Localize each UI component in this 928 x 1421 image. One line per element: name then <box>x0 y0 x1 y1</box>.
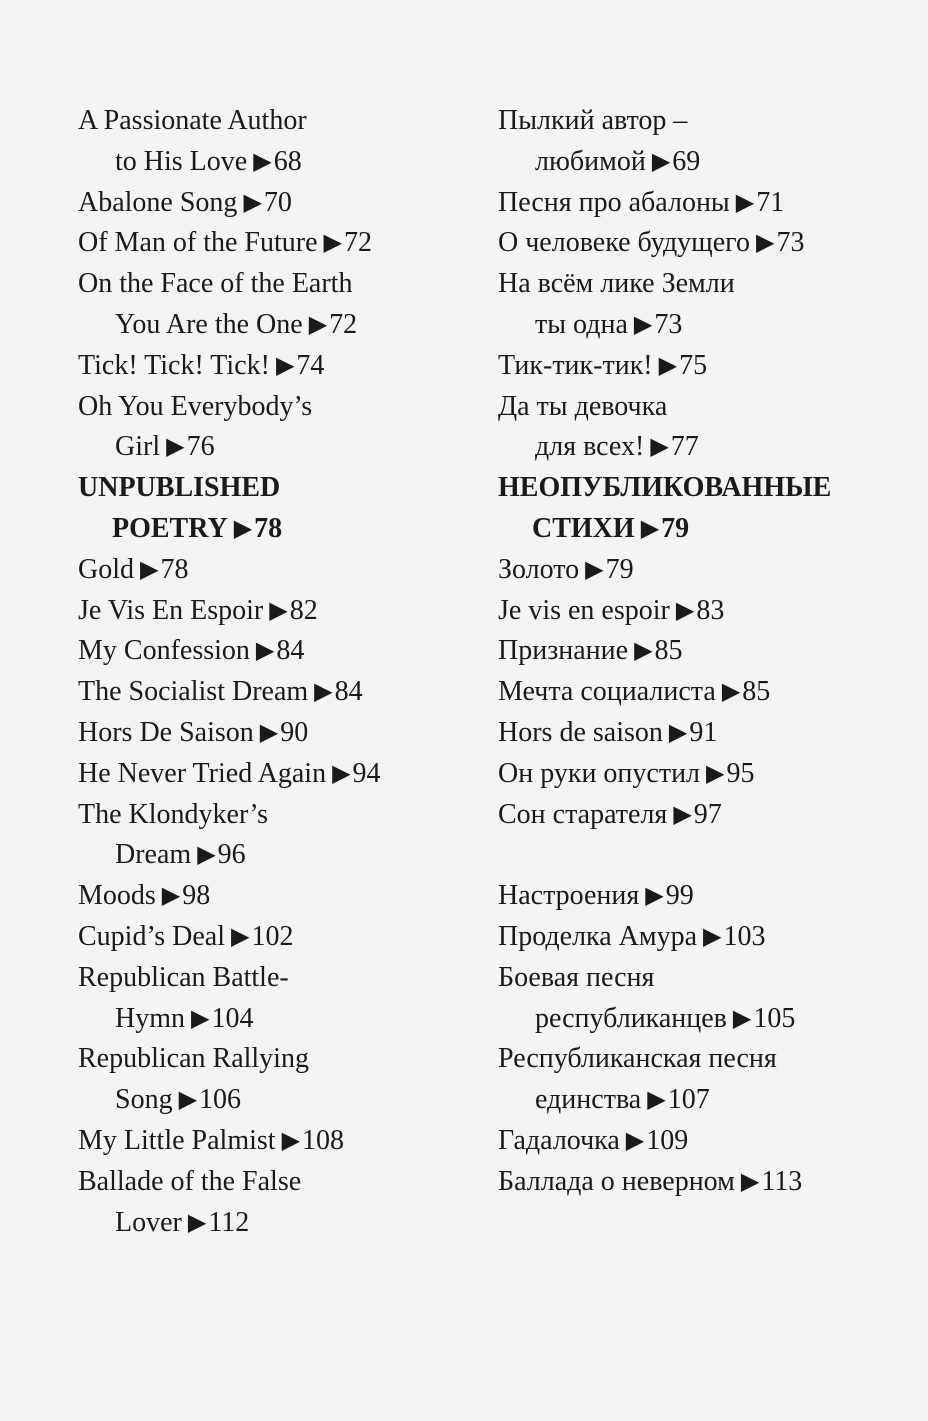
toc-column-russian <box>498 96 908 1198</box>
toc-entry-title: The Socialist Dream <box>78 676 309 708</box>
toc-entry-title: любимой <box>535 145 646 177</box>
toc-page-number: ▶ 109 <box>620 1125 688 1156</box>
toc-page-number: ▶ 113 <box>735 1166 802 1197</box>
toc-entry-line <box>78 871 478 912</box>
toc-entry-title: to His Love <box>115 145 248 177</box>
toc-entry-title: Настроения <box>498 880 640 912</box>
toc-entry-line <box>78 300 478 341</box>
toc-entry-title: Girl <box>115 431 161 463</box>
toc-entry <box>78 953 478 1035</box>
toc-entry <box>78 1116 478 1157</box>
toc-entry-line <box>498 545 908 586</box>
toc-entry-title: Hors De Saison <box>78 716 254 748</box>
toc-entry-line <box>78 504 478 545</box>
toc-entry-line <box>498 1034 908 1075</box>
toc-entry-line <box>78 1157 478 1198</box>
toc-entry-line <box>78 830 478 871</box>
toc-entry <box>78 667 478 708</box>
toc-entry-title: Он руки опустил <box>498 757 701 789</box>
toc-entry-title: Hymn <box>115 1002 185 1034</box>
toc-entry-title: Золото <box>498 553 580 585</box>
toc-entry-title: Hors de saison <box>498 716 663 748</box>
toc-entry-title: Oh You Everybody’s <box>78 390 313 422</box>
toc-page-number: ▶ 85 <box>628 635 682 666</box>
toc-page-number: ▶ 112 <box>182 1207 249 1238</box>
toc-entry-line <box>78 1198 478 1239</box>
toc-entry <box>498 749 908 790</box>
toc-entry-title: Abalone Song <box>78 186 238 218</box>
toc-entry-line <box>498 790 908 831</box>
toc-entry-line <box>78 545 478 586</box>
toc-page-number: ▶ 103 <box>697 921 765 952</box>
toc-page-number: ▶ 95 <box>700 758 754 789</box>
toc-entry-title: Ballade of the False <box>78 1165 302 1197</box>
toc-entry-title: Lover <box>115 1206 182 1238</box>
toc-page-number: ▶ 97 <box>667 799 721 830</box>
toc-entry-title: СТИХИ <box>532 512 635 544</box>
toc-entry <box>498 912 908 953</box>
toc-entry-title: НЕОПУБЛИКОВАННЫЕ <box>498 472 832 504</box>
toc-page-number: ▶ 107 <box>641 1084 709 1115</box>
toc-entry-title: My Little Palmist <box>78 1124 276 1156</box>
toc-page-number: ▶ 102 <box>225 921 293 952</box>
toc-entry-title: Song <box>115 1084 173 1116</box>
toc-entry <box>78 586 478 627</box>
toc-entry-line <box>498 463 908 504</box>
toc-entry-line <box>498 994 908 1035</box>
toc-entry-line <box>78 259 478 300</box>
toc-entry-title: Сон старателя <box>498 798 668 830</box>
toc-entry-title: Je vis en espoir <box>498 594 670 626</box>
toc-entry <box>78 708 478 749</box>
toc-entry-title: Tick! Tick! Tick! <box>78 349 270 381</box>
toc-entry-title: республиканцев <box>535 1002 727 1034</box>
toc-entry-line <box>78 912 478 953</box>
toc-entry-title: POETRY <box>112 512 228 544</box>
toc-page-number: ▶ 90 <box>254 717 308 748</box>
toc-page-number: ▶ 73 <box>628 309 682 340</box>
toc-entry <box>78 259 478 341</box>
toc-entry <box>498 259 908 341</box>
toc-entry-line <box>78 218 478 259</box>
toc-entry-line <box>78 463 478 504</box>
toc-entry <box>498 953 908 1035</box>
toc-entry-title: Of Man of the Future <box>78 227 318 259</box>
toc-page-number: ▶ 106 <box>173 1084 241 1115</box>
toc-entry <box>78 341 478 382</box>
toc-entry-title: My Confession <box>78 635 250 667</box>
toc-entry-title: Признание <box>498 635 629 667</box>
toc-entry-title: Republican Rallying <box>78 1043 309 1075</box>
toc-entry-line <box>498 300 908 341</box>
toc-entry <box>498 218 908 259</box>
toc-entry <box>498 178 908 219</box>
toc-entry <box>78 749 478 790</box>
toc-entry-title: Республиканская песня <box>498 1043 777 1075</box>
toc-page-number: ▶ 71 <box>730 187 784 218</box>
toc-entry-line <box>498 953 908 994</box>
toc-page-number: ▶ 74 <box>270 350 324 381</box>
toc-entry-line <box>498 1157 908 1198</box>
toc-entry-line <box>78 953 478 994</box>
toc-entry <box>78 1157 478 1239</box>
toc-entry <box>498 96 908 178</box>
toc-entry-title: единства <box>535 1084 642 1116</box>
toc-entry-line <box>78 382 478 423</box>
toc-entry-title: О человеке будущего <box>498 227 750 259</box>
toc-entry-line <box>498 96 908 137</box>
toc-entry-line <box>498 504 908 545</box>
toc-entry-line <box>498 667 908 708</box>
toc-page-number: ▶ 83 <box>670 595 724 626</box>
toc-entry-title: Тик-тик-тик! <box>498 349 653 381</box>
toc-entry <box>498 667 908 708</box>
toc-page-number: ▶ 94 <box>326 758 380 789</box>
toc-entry <box>78 626 478 667</box>
toc-entry <box>498 790 908 831</box>
toc-entry <box>78 178 478 219</box>
toc-page-number: ▶ 79 <box>579 554 633 585</box>
toc-entry <box>498 545 908 586</box>
toc-entry-title: He Never Tried Again <box>78 757 327 789</box>
toc-entry <box>78 912 478 953</box>
toc-entry-title: Проделка Амура <box>498 920 698 952</box>
toc-entry-title: Cupid’s Deal <box>78 920 225 952</box>
toc-entry <box>498 1157 908 1198</box>
toc-entry-line <box>498 218 908 259</box>
toc-entry-line <box>78 422 478 463</box>
toc-entry-title: UNPUBLISHED <box>78 472 281 504</box>
toc-page-number: ▶ 68 <box>247 146 301 177</box>
toc-entry-line <box>78 1034 478 1075</box>
toc-entry <box>498 708 908 749</box>
toc-entry-title: Баллада о неверном <box>498 1165 735 1197</box>
toc-page-number: ▶ 75 <box>653 350 707 381</box>
toc-entry <box>498 626 908 667</box>
toc-entry-line <box>498 341 908 382</box>
toc-entry-line <box>78 790 478 831</box>
toc-entry <box>78 790 478 872</box>
toc-entry-line <box>78 626 478 667</box>
toc-entry-title: Dream <box>115 839 192 871</box>
toc-entry <box>498 382 908 464</box>
toc-page-number: ▶ 96 <box>191 839 245 870</box>
toc-entry-line <box>498 382 908 423</box>
toc-entry <box>498 1116 908 1157</box>
toc-section-heading <box>498 463 908 545</box>
toc-entry-title: На всём лике Земли <box>498 268 735 300</box>
toc-entry-line <box>498 912 908 953</box>
toc-page-number: ▶ 91 <box>663 717 717 748</box>
toc-entry-line <box>78 178 478 219</box>
toc-entry-line <box>498 1075 908 1116</box>
toc-entry <box>78 871 478 912</box>
toc-page-number: ▶ 105 <box>727 1003 795 1034</box>
toc-entry <box>78 218 478 259</box>
toc-entry <box>498 341 908 382</box>
toc-entry-line <box>78 1075 478 1116</box>
toc-entry-title: Песня про абалоны <box>498 186 730 218</box>
toc-page-number: ▶ 98 <box>156 880 210 911</box>
toc-entry-line <box>78 667 478 708</box>
toc-entry-line <box>498 422 908 463</box>
toc-page-number: ▶ 104 <box>185 1003 253 1034</box>
toc-entry-line <box>78 586 478 627</box>
toc-entry-line <box>498 871 908 912</box>
toc-page-number: ▶ 84 <box>250 635 304 666</box>
toc-entry <box>498 871 908 912</box>
toc-page-number: ▶ 78 <box>228 513 282 544</box>
toc-entry <box>498 586 908 627</box>
toc-page-number: ▶ 99 <box>639 880 693 911</box>
toc-page-number: ▶ 84 <box>308 676 362 707</box>
toc-entry-title: Гадалочка <box>498 1124 620 1156</box>
toc-entry-title: The Klondyker’s <box>78 798 268 830</box>
toc-entry-title: для всех! <box>535 431 645 463</box>
toc-entry-title: Gold <box>78 553 134 585</box>
toc-entry-title: On the Face of the Earth <box>78 268 353 300</box>
toc-column-english <box>78 96 478 1238</box>
toc-entry-line <box>78 994 478 1035</box>
toc-entry <box>78 96 478 178</box>
toc-page-number: ▶ 82 <box>263 595 317 626</box>
toc-entry-line <box>498 259 908 300</box>
toc-entry-line <box>498 708 908 749</box>
toc-page-number: ▶ 76 <box>160 431 214 462</box>
toc-page-number: ▶ 79 <box>635 513 689 544</box>
toc-entry-line <box>78 341 478 382</box>
toc-page-number: ▶ 78 <box>134 554 188 585</box>
toc-entry-title: ты одна <box>535 308 628 340</box>
toc-entry-title: Republican Battle- <box>78 961 289 993</box>
toc-entry-title: You Are the One <box>115 308 303 340</box>
toc-entry-title: Пылкий автор – <box>498 105 688 136</box>
toc-page-number: ▶ 72 <box>318 227 372 258</box>
toc-entry-title: Je Vis En Espoir <box>78 594 264 626</box>
toc-entry-title: Moods <box>78 880 156 912</box>
toc-page-number: ▶ 69 <box>646 146 700 177</box>
toc-entry-line <box>78 749 478 790</box>
toc-entry <box>78 382 478 464</box>
toc-entry-line <box>498 749 908 790</box>
toc-entry-line <box>498 137 908 178</box>
toc-entry-line <box>78 137 478 178</box>
toc-page-number: ▶ 85 <box>716 676 770 707</box>
toc-entry <box>498 1034 908 1116</box>
toc-entry-line <box>78 708 478 749</box>
toc-entry-line <box>498 586 908 627</box>
toc-entry-line <box>498 178 908 219</box>
toc-entry-line <box>498 626 908 667</box>
toc-entry-title: Мечта социалиста <box>498 676 716 708</box>
toc-entry-line <box>78 96 478 137</box>
toc-section-heading <box>78 463 478 545</box>
toc-page-number: ▶ 72 <box>303 309 357 340</box>
toc-page-number: ▶ 70 <box>237 187 291 218</box>
toc-page-number: ▶ 77 <box>644 431 698 462</box>
toc-entry-title: Боевая песня <box>498 961 655 993</box>
toc-page-number: ▶ 108 <box>276 1125 344 1156</box>
toc-entry <box>78 1034 478 1116</box>
toc-entry-title: Да ты девочка <box>498 390 668 422</box>
toc-entry-title: A Passionate Author <box>78 105 307 136</box>
toc-entry-line <box>498 1116 908 1157</box>
toc-entry-line <box>78 1116 478 1157</box>
toc-spacer <box>498 830 908 871</box>
toc-entry <box>78 545 478 586</box>
toc-page-number: ▶ 73 <box>750 227 804 258</box>
